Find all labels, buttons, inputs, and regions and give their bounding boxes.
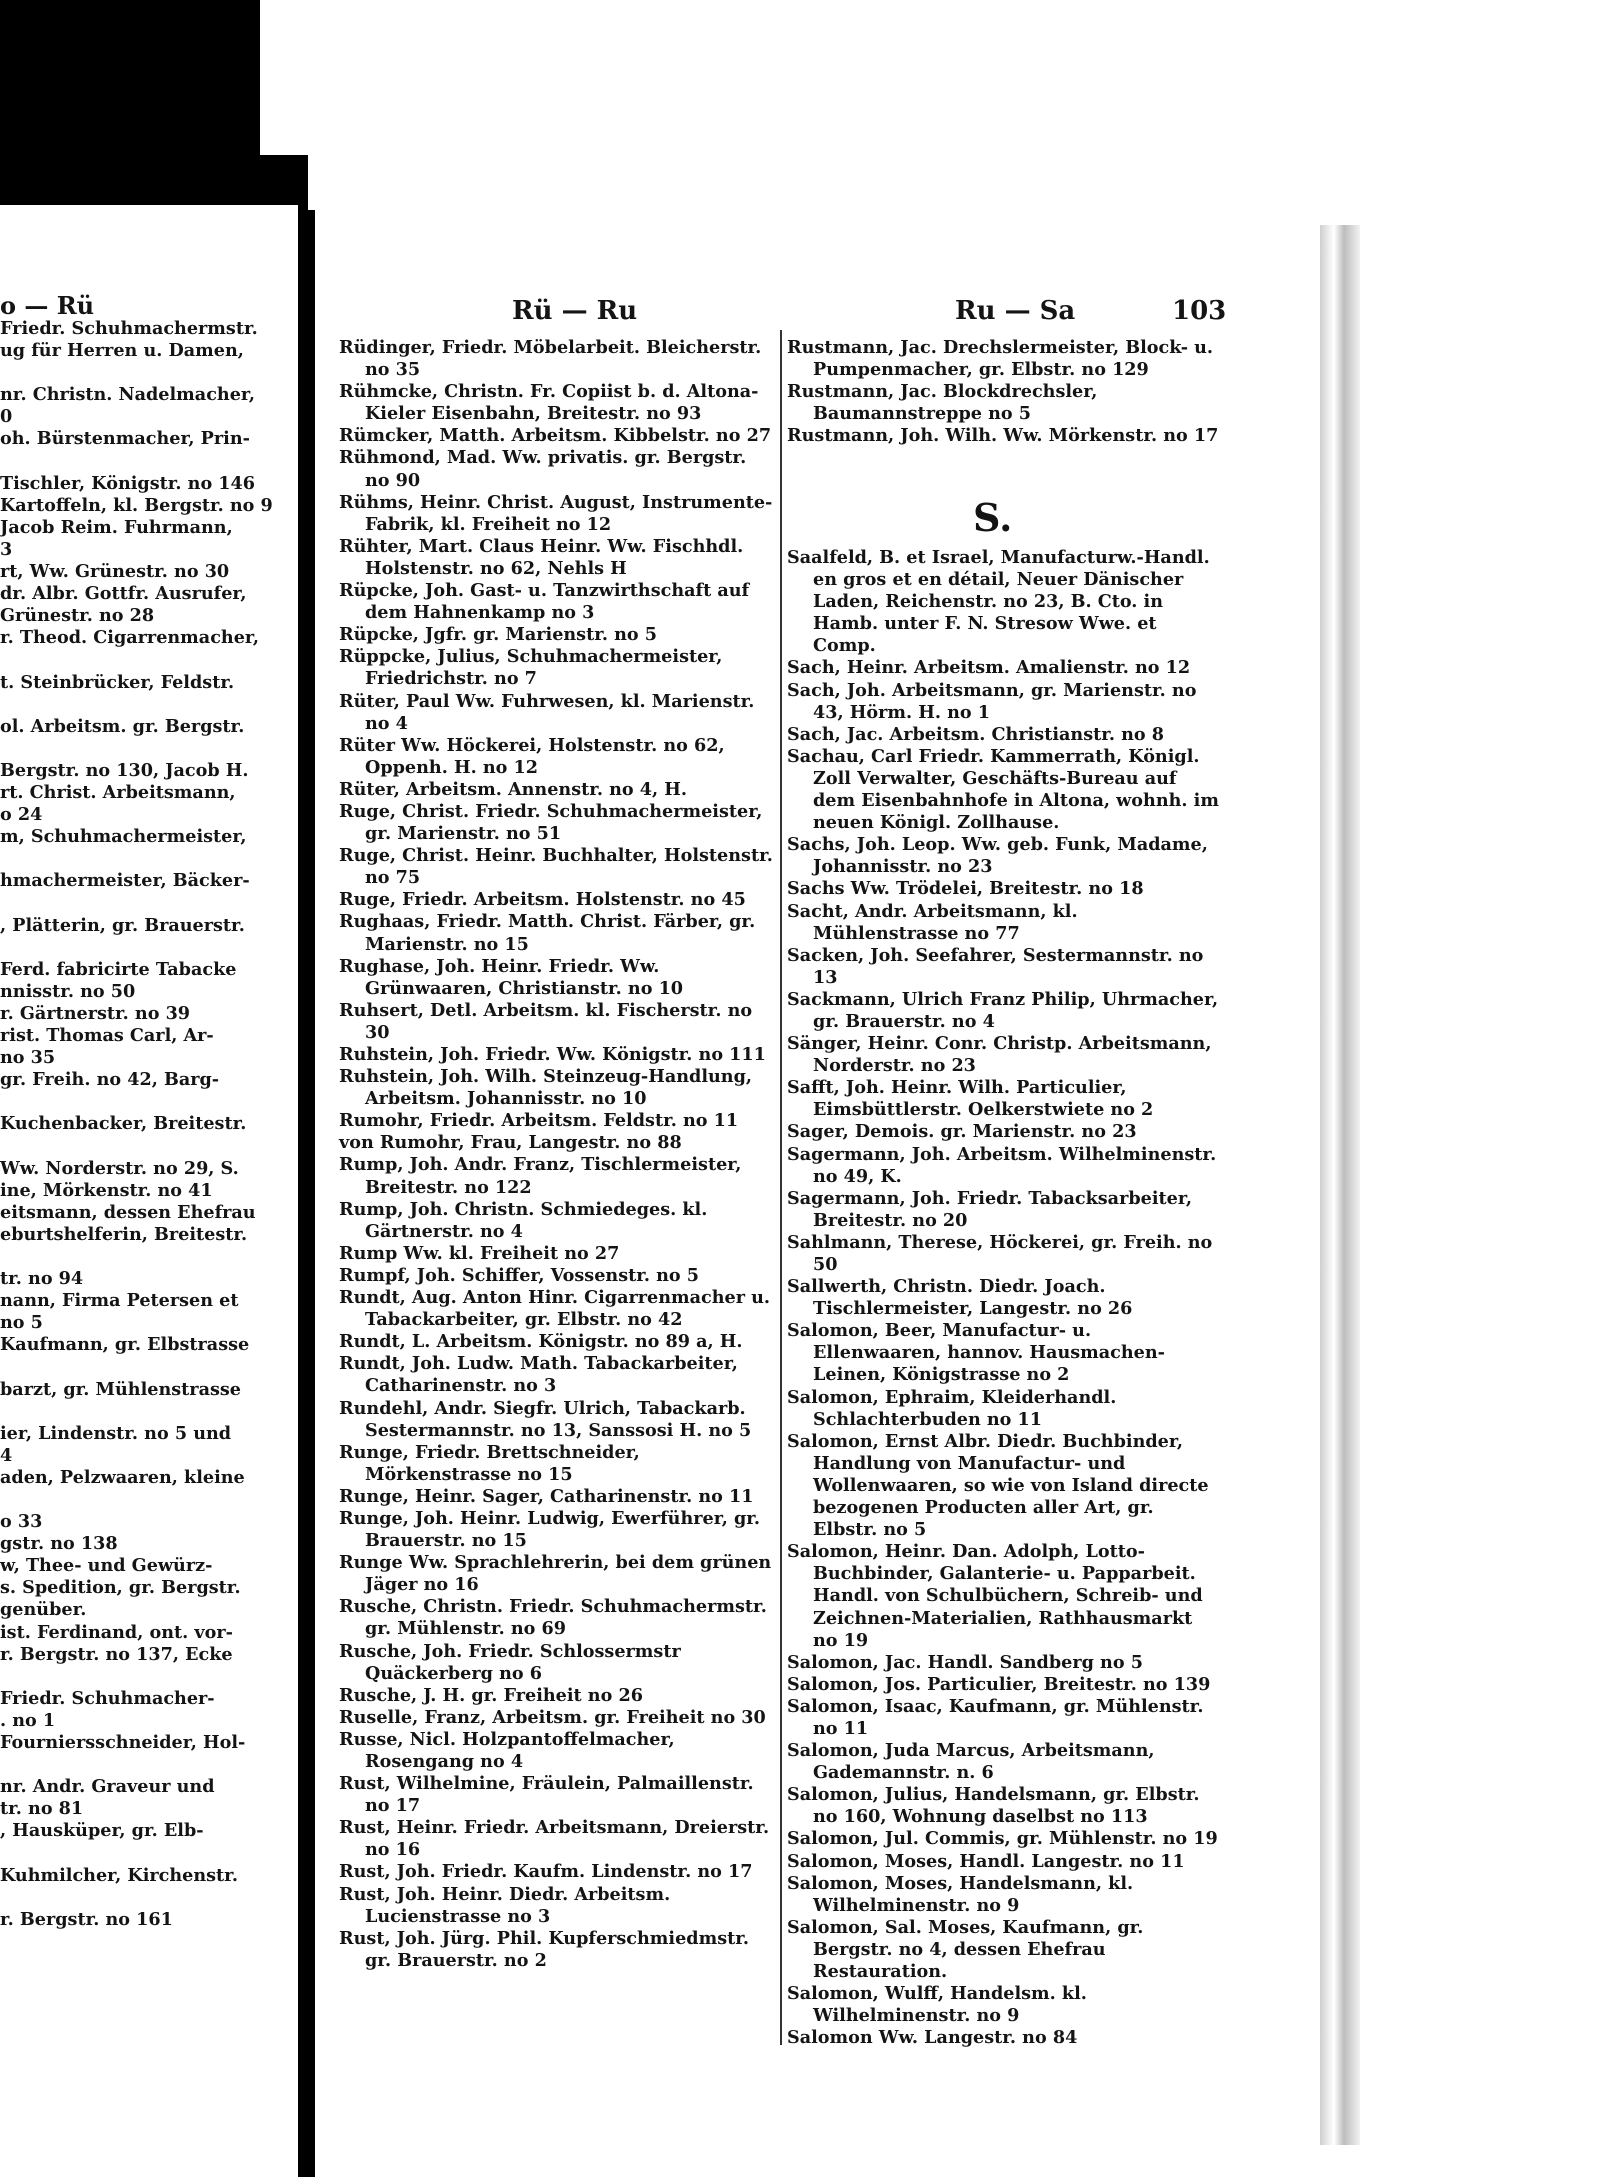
directory-entry: Sachs Ww. Trödelei, Breitestr. no 18 <box>787 878 1144 900</box>
directory-entry: Salomon, Isaac, Kaufmann, gr. Mühlenstr. no 11 <box>787 1695 1204 1739</box>
directory-entry: Ruge, Friedr. Arbeitsm. Holstenstr. no 45 <box>339 889 746 911</box>
left-page-line: nnisstr. no 50 <box>0 980 136 1002</box>
directory-entry: Sagermann, Joh. Friedr. Tabacksarbeiter, Breitestr. no 20 <box>787 1187 1192 1231</box>
directory-entry: Rump, Joh. Andr. Franz, Tischlermeister, Breitestr. no 122 <box>339 1154 742 1198</box>
left-page-line <box>0 1401 292 1423</box>
left-page-line: , Hausküper, gr. Elb- <box>0 1820 204 1842</box>
directory-entry: von Rumohr, Frau, Langestr. no 88 <box>339 1132 682 1154</box>
left-page-line: tr. no 94 <box>0 1268 84 1290</box>
directory-entry: Salomon, Moses, Handl. Langestr. no 11 <box>787 1850 1185 1872</box>
directory-entry: Runge, Friedr. Brettschneider, Mörkenstrasse no 15 <box>339 1441 640 1485</box>
left-page-line: no 5 <box>0 1312 43 1334</box>
left-page-line <box>0 1489 292 1511</box>
page-number: 103 <box>1172 296 1227 326</box>
directory-entry: Rundehl, Andr. Siegfr. Ulrich, Tabackarb. Sestermannstr. no 13, Sanssosi H. no 5 <box>339 1397 752 1441</box>
directory-entry: Rühter, Mart. Claus Heinr. Ww. Fischhdl. Holstenstr. no 62, Nehls H <box>339 535 744 579</box>
directory-entry: Salomon, Jac. Handl. Sandberg no 5 <box>787 1651 1143 1673</box>
left-page-line: Kaufmann, gr. Elbstrasse <box>0 1334 250 1356</box>
directory-entry: Rühmond, Mad. Ww. privatis. gr. Bergstr. no 90 <box>339 447 747 491</box>
left-page-line <box>0 738 292 760</box>
directory-entry: Rustmann, Jac. Blockdrechsler, Baumannstreppe no 5 <box>787 381 1098 425</box>
left-page-line: r. Bergstr. no 137, Ecke <box>0 1643 233 1665</box>
left-page-line: no 35 <box>0 1047 56 1069</box>
left-page-line: genüber. <box>0 1599 87 1621</box>
directory-entry: Rühmcke, Christn. Fr. Copiist b. d. Altona-Kieler Eisenbahn, Breitestr. no 93 <box>339 381 759 425</box>
directory-entry: Sach, Jac. Arbeitsm. Christianstr. no 8 <box>787 723 1165 745</box>
directory-entry: Rust, Joh. Friedr. Kaufm. Lindenstr. no 17 <box>339 1861 753 1883</box>
left-page-line: ier, Lindenstr. no 5 und <box>0 1422 232 1444</box>
running-head-right: Ru — Sa <box>955 296 1076 326</box>
left-page-line: gr. Freih. no 42, Barg- <box>0 1069 220 1091</box>
directory-entry: Runge, Heinr. Sager, Catharinenstr. no 11 <box>339 1485 754 1507</box>
scan-background <box>0 0 260 155</box>
left-page-line: r. Gärtnerstr. no 39 <box>0 1002 191 1024</box>
left-page-line: Fourniersschneider, Hol- <box>0 1732 246 1753</box>
directory-entry: Rüter, Paul Ww. Fuhrwesen, kl. Marienstr. no 4 <box>339 690 755 734</box>
left-page-line: Ww. Norderstr. no 29, S. <box>0 1157 239 1179</box>
directory-entry: Sager, Demois. gr. Marienstr. no 23 <box>787 1121 1137 1143</box>
directory-entry: Salomon, Wulff, Handelsm. kl. Wilhelminenstr. no 9 <box>787 1983 1087 2027</box>
left-page-line: oh. Bürstenmacher, Prin- <box>0 428 250 450</box>
left-page-line <box>0 362 292 384</box>
left-page-line: Friedr. Schuhmachermstr. <box>0 318 258 339</box>
directory-entry: Rundt, L. Arbeitsm. Königstr. no 89 a, H. <box>339 1331 743 1353</box>
left-page-line: Ferd. fabricirte Tabacke <box>0 958 237 980</box>
left-page-line: t. Steinbrücker, Feldstr. <box>0 671 235 693</box>
directory-entry: Rumpf, Joh. Schiffer, Vossenstr. no 5 <box>339 1264 700 1286</box>
directory-entry: Sagermann, Joh. Arbeitsm. Wilhelminenstr. no 49, K. <box>787 1143 1217 1187</box>
directory-entry: Rust, Joh. Jürg. Phil. Kupferschmiedmstr. gr. Brauerstr. no 2 <box>339 1927 750 1971</box>
directory-entry: Rümcker, Matth. Arbeitsm. Kibbelstr. no 27 <box>339 425 772 447</box>
directory-entry: Safft, Joh. Heinr. Wilh. Particulier, Eimsbüttlerstr. Oelkerstwiete no 2 <box>787 1077 1154 1121</box>
directory-entry: Salomon, Juda Marcus, Arbeitsmann, Gademannstr. n. 6 <box>787 1740 1155 1784</box>
left-page-line: eitsmann, dessen Ehefrau <box>0 1201 256 1223</box>
left-page-line: r. Bergstr. no 161 <box>0 1908 173 1930</box>
directory-entry: Rüpcke, Jgfr. gr. Marienstr. no 5 <box>339 624 658 646</box>
directory-entry: Ruhstein, Joh. Friedr. Ww. Königstr. no 111 <box>339 1044 766 1065</box>
column-rule <box>780 330 782 2045</box>
left-page-line <box>0 451 292 473</box>
directory-entry: Rump, Joh. Christn. Schmiedeges. kl. Gärtnerstr. no 4 <box>339 1198 708 1242</box>
left-page-line: rt, Ww. Grünestr. no 30 <box>0 561 230 583</box>
left-page-line: Tischler, Königstr. no 146 <box>0 472 256 494</box>
directory-entry: Ruhstein, Joh. Wilh. Steinzeug-Handlung, Arbeitsm. Johannisstr. no 10 <box>339 1066 753 1110</box>
left-page-line: Kuchenbacker, Breitestr. <box>0 1113 247 1135</box>
directory-entry: Salomon, Moses, Handelsmann, kl. Wilhelminenstr. no 9 <box>787 1872 1134 1916</box>
left-page-line: nann, Firma Petersen et <box>0 1290 239 1312</box>
left-page-line <box>0 937 292 959</box>
page-edges <box>1320 225 1360 2145</box>
left-page-line: aden, Pelzwaaren, kleine <box>0 1466 245 1488</box>
left-page-line <box>0 1754 292 1776</box>
directory-entry: Ruge, Christ. Heinr. Buchhalter, Holstenstr. no 75 <box>339 845 773 889</box>
directory-entry: Ruge, Christ. Friedr. Schuhmachermeister, gr. Marienstr. no 51 <box>339 800 763 845</box>
left-page-line: tr. no 81 <box>0 1798 84 1820</box>
left-page-line: 4 <box>0 1444 13 1466</box>
directory-column-right-s <box>787 547 1222 2049</box>
directory-entry: Ruselle, Franz, Arbeitsm. gr. Freiheit no 30 <box>339 1706 766 1728</box>
directory-entry: Salomon, Julius, Handelsmann, gr. Elbstr. no 160, Wohnung daselbst no 113 <box>787 1784 1200 1828</box>
left-page-running-head: o — Rü <box>0 291 95 320</box>
left-page-line: Kartoffeln, kl. Bergstr. no 9 <box>0 494 273 516</box>
directory-entry: Rüter Ww. Höckerei, Holstenstr. no 62, Oppenh. H. no 12 <box>339 734 725 778</box>
left-page-line: Grünestr. no 28 <box>0 605 155 627</box>
left-page-line <box>0 892 292 914</box>
directory-entry: Sach, Heinr. Arbeitsm. Amalienstr. no 12 <box>787 657 1191 679</box>
left-page-line: , Plätterin, gr. Brauerstr. <box>0 914 245 936</box>
directory-entry: Rustmann, Jac. Drechslermeister, Block- u. Pumpenmacher, gr. Elbstr. no 129 <box>787 337 1214 381</box>
directory-entry: Sach, Joh. Arbeitsmann, gr. Marienstr. no 43, Hörm. H. no 1 <box>787 679 1197 723</box>
directory-entry: Sacht, Andr. Arbeitsmann, kl. Mühlenstrasse no 77 <box>787 900 1078 944</box>
directory-entry: Rughase, Joh. Heinr. Friedr. Ww. Grünwaaren, Christianstr. no 10 <box>339 955 684 999</box>
left-page-line <box>0 1135 292 1157</box>
left-page-line: r. Theod. Cigarrenmacher, <box>0 627 260 649</box>
left-page-line <box>0 649 292 671</box>
left-page-line: ug für Herren u. Damen, <box>0 340 244 362</box>
directory-entry: Rusche, Christn. Friedr. Schuhmachermstr. gr. Mühlenstr. no 69 <box>339 1596 767 1640</box>
directory-column-right <box>787 337 1222 447</box>
directory-entry: Rüdinger, Friedr. Möbelarbeit. Bleicherstr. no 35 <box>339 337 762 381</box>
directory-entry: Rüpcke, Joh. Gast- u. Tanzwirthschaft auf dem Hahnenkamp no 3 <box>339 580 750 624</box>
left-page-line: 3 <box>0 538 13 560</box>
left-page-line <box>0 1356 292 1378</box>
left-page-line: o 24 <box>0 804 43 826</box>
left-page-line: ist. Ferdinand, ont. vor- <box>0 1621 233 1643</box>
directory-entry: Rughaas, Friedr. Matth. Christ. Färber, gr. Marienstr. no 15 <box>339 911 756 955</box>
left-page-line: rist. Thomas Carl, Ar- <box>0 1025 214 1046</box>
left-page-line <box>0 1887 292 1909</box>
left-page-line: o 33 <box>0 1511 43 1533</box>
directory-entry: Rumohr, Friedr. Arbeitsm. Feldstr. no 11 <box>339 1110 739 1132</box>
left-page-line: gstr. no 138 <box>0 1533 118 1555</box>
left-page-line: ine, Mörkenstr. no 41 <box>0 1179 213 1201</box>
directory-entry: Rüppcke, Julius, Schuhmachermeister, Friedrichstr. no 7 <box>339 646 723 690</box>
left-page-line: Jacob Reim. Fuhrmann, <box>0 516 233 538</box>
left-page-line: w, Thee- und Gewürz- <box>0 1555 213 1577</box>
left-page-line: nr. Andr. Graveur und <box>0 1776 215 1798</box>
left-page-line: s. Spedition, gr. Bergstr. <box>0 1577 241 1599</box>
directory-entry: Rust, Wilhelmine, Fräulein, Palmaillenstr. no 17 <box>339 1773 754 1817</box>
left-page-line: m, Schuhmachermeister, <box>0 826 247 848</box>
left-page-line: 0 <box>0 406 13 428</box>
directory-entry: Salomon Ww. Langestr. no 84 <box>787 2027 1078 2049</box>
directory-entry: Salomon, Ephraim, Kleiderhandl. Schlachterbuden no 11 <box>787 1386 1117 1430</box>
directory-entry: Rump Ww. kl. Freiheit no 27 <box>339 1242 620 1264</box>
left-page-line: ol. Arbeitsm. gr. Bergstr. <box>0 715 245 737</box>
directory-entry: Salomon, Ernst Albr. Diedr. Buchbinder, Handlung von Manufactur- und Wollenwaaren, so wie von Island directe bezogenen Producten aller Art, gr. Elbstr. no 5 <box>787 1430 1209 1541</box>
directory-entry: Sackmann, Ulrich Franz Philip, Uhrmacher, gr. Brauerstr. no 4 <box>787 988 1219 1032</box>
left-page-line: nr. Christn. Nadelmacher, <box>0 384 256 406</box>
directory-entry: Rundt, Joh. Ludw. Math. Tabackarbeiter, Catharinenstr. no 3 <box>339 1353 738 1397</box>
directory-entry: Rustmann, Joh. Wilh. Ww. Mörkenstr. no 17 <box>787 425 1219 447</box>
left-page-line: Kuhmilcher, Kirchenstr. <box>0 1864 238 1886</box>
directory-entry: Saalfeld, B. et Israel, Manufacturw.-Handl. en gros et en détail, Neuer Dänischer Laden, Reichenstr. no 23, B. Cto. in Hamb. unter F. N. Stresow Wwe. et Comp. <box>787 547 1210 657</box>
directory-entry: Ruhsert, Detl. Arbeitsm. kl. Fischerstr. no 30 <box>339 999 753 1043</box>
directory-entry: Rühms, Heinr. Christ. August, Instrumente-Fabrik, kl. Freiheit no 12 <box>339 491 773 535</box>
directory-entry: Sallwerth, Christn. Diedr. Joach. Tischlermeister, Langestr. no 26 <box>787 1276 1133 1320</box>
directory-entry: Salomon, Heinr. Dan. Adolph, Lotto-Buchbinder, Galanterie- u. Papparbeit. Handl. von Schulbüchern, Schreib- und Zeichnen-Materialien, Rathhausmarkt no 19 <box>787 1541 1203 1651</box>
directory-entry: Runge, Joh. Heinr. Ludwig, Ewerführer, gr. Brauerstr. no 15 <box>339 1507 761 1552</box>
running-head-left: Rü — Ru <box>512 296 638 326</box>
left-page-line: . no 1 <box>0 1709 56 1731</box>
left-page-line <box>0 1091 292 1113</box>
left-page-text <box>0 318 292 1931</box>
directory-entry: Salomon, Jos. Particulier, Breitestr. no 139 <box>787 1673 1211 1695</box>
directory-entry: Sachau, Carl Friedr. Kammerrath, Königl. Zoll Verwalter, Geschäfts-Bureau auf dem Eisenbahnhofe in Altona, wohnh. im neuen Königl. Zollhause. <box>787 745 1219 834</box>
left-page-line <box>0 1842 292 1864</box>
directory-entry: Sahlmann, Therese, Höckerei, gr. Freih. no 50 <box>787 1231 1213 1275</box>
left-page-line: dr. Albr. Gottfr. Ausrufer, <box>0 583 247 605</box>
directory-entry: Salomon, Jul. Commis, gr. Mühlenstr. no 19 <box>787 1828 1218 1850</box>
directory-entry: Rundt, Aug. Anton Hinr. Cigarrenmacher u. Tabackarbeiter, gr. Elbstr. no 42 <box>339 1287 771 1331</box>
left-page-line: eburtshelferin, Breitestr. <box>0 1223 248 1245</box>
directory-entry: Rust, Joh. Heinr. Diedr. Arbeitsm. Lucienstrasse no 3 <box>339 1883 671 1927</box>
book-gutter <box>295 210 315 2177</box>
directory-entry: Rust, Heinr. Friedr. Arbeitsmann, Dreierstr. no 16 <box>339 1817 770 1861</box>
left-page-line <box>0 694 292 716</box>
directory-entry: Russe, Nicl. Holzpantoffelmacher, Rosengang no 4 <box>339 1728 675 1772</box>
directory-entry: Sacken, Joh. Seefahrer, Sestermannstr. no 13 <box>787 944 1204 988</box>
left-page-line <box>0 1666 292 1688</box>
directory-entry: Rusche, Joh. Friedr. Schlossermstr Quäckerberg no 6 <box>339 1640 681 1684</box>
left-page-line: barzt, gr. Mühlenstrasse <box>0 1378 241 1400</box>
left-page-line <box>0 848 292 870</box>
section-letter: S. <box>973 495 1013 540</box>
directory-entry: Runge Ww. Sprachlehrerin, bei dem grünen Jäger no 16 <box>339 1552 772 1596</box>
left-page-line: Bergstr. no 130, Jacob H. <box>0 759 249 781</box>
left-page-line: Friedr. Schuhmacher- <box>0 1687 215 1709</box>
directory-entry: Sänger, Heinr. Conr. Christp. Arbeitsmann, Norderstr. no 23 <box>787 1033 1212 1077</box>
left-page-line: hmachermeister, Bäcker- <box>0 870 250 892</box>
directory-entry: Salomon, Sal. Moses, Kaufmann, gr. Bergstr. no 4, dessen Ehefrau Restauration. <box>787 1916 1144 1982</box>
directory-entry: Rusche, J. H. gr. Freiheit no 26 <box>339 1684 643 1706</box>
directory-entry: Rüter, Arbeitsm. Annenstr. no 4, H. <box>339 778 688 800</box>
left-page-line <box>0 1246 292 1268</box>
directory-column-left <box>339 337 776 1972</box>
left-page-line: rt. Christ. Arbeitsmann, <box>0 781 236 803</box>
directory-entry: Sachs, Joh. Leop. Ww. geb. Funk, Madame, Johannisstr. no 23 <box>787 834 1208 878</box>
directory-entry: Salomon, Beer, Manufactur- u. Ellenwaaren, hannov. Hausmachen-Leinen, Königstrasse no 2 <box>787 1320 1165 1386</box>
